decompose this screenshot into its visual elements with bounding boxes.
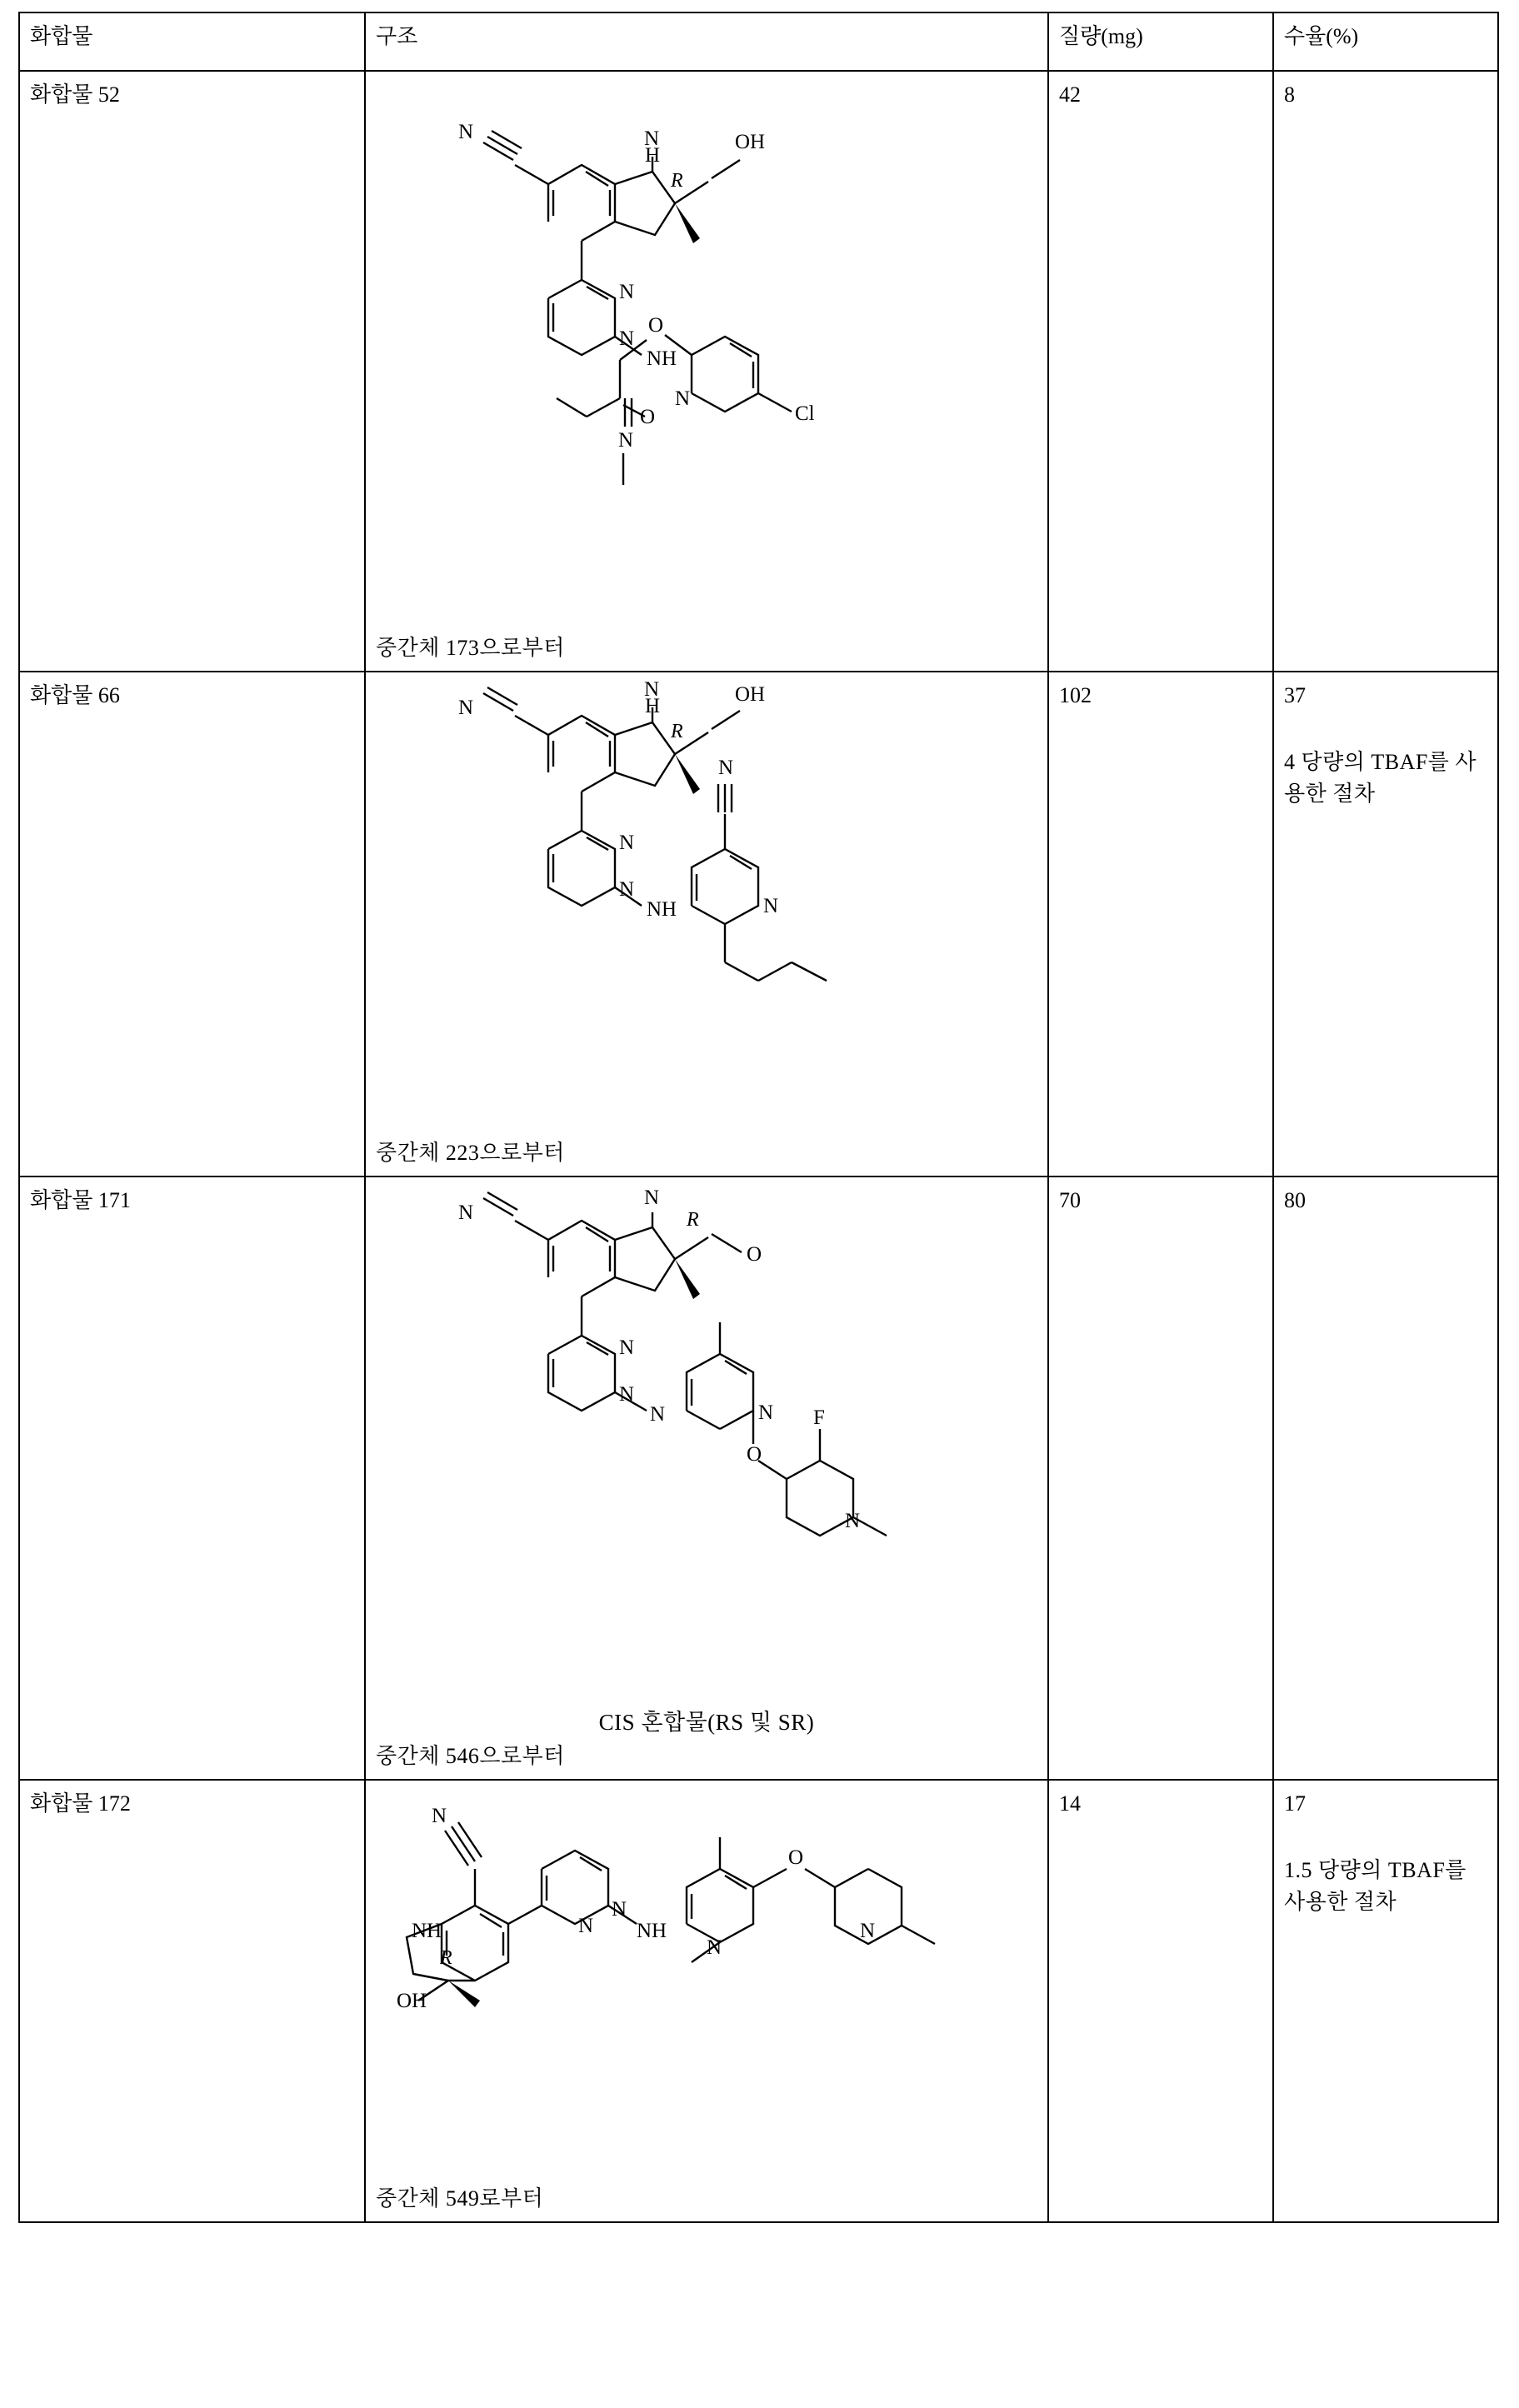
chemical-structure-compound-172 (382, 1789, 1032, 2181)
yield-note: 1.5 당량의 TBAF를 사용한 절차 (1284, 1857, 1467, 1914)
svg-text:NH: NH (647, 347, 677, 370)
svg-text:R: R (671, 170, 683, 192)
cell-mass: 42 (1048, 71, 1273, 672)
cell-structure (365, 71, 1048, 672)
structure-note: CIS 혼합물(RS 및 SR) (598, 1710, 815, 1736)
header-mass: 질량(mg) (1048, 12, 1273, 71)
svg-text:N: N (432, 1804, 447, 1827)
cell-structure (365, 672, 1048, 1177)
yield-value: 8 (1284, 82, 1295, 107)
table-row (19, 71, 1498, 672)
svg-text:Cl: Cl (795, 402, 815, 425)
table-header-row (19, 12, 1498, 71)
svg-text:N: N (578, 1914, 594, 1937)
svg-text:NH: NH (637, 1919, 667, 1942)
svg-text:N: N (650, 1403, 666, 1426)
table-row (19, 1780, 1498, 2222)
cell-compound-name: 화합물 171 (19, 1177, 365, 1780)
svg-text:N: N (458, 697, 474, 720)
svg-text:NH: NH (412, 1919, 442, 1942)
header-structure: 구조 (365, 12, 1048, 71)
yield-value: 17 (1284, 1791, 1306, 1816)
svg-text:N: N (644, 1187, 660, 1210)
svg-text:N: N (860, 1919, 876, 1942)
svg-text:NH: NH (647, 898, 677, 922)
svg-text:H: H (645, 144, 661, 167)
svg-text:N: N (619, 281, 635, 303)
svg-text:F: F (813, 1406, 825, 1430)
cell-compound-name: 화합물 52 (19, 71, 365, 672)
structure-caption: 중간체 549로부터 (376, 2186, 544, 2211)
header-yield: 수율(%) (1273, 12, 1498, 71)
svg-text:H: H (645, 695, 661, 718)
cell-structure (365, 1177, 1048, 1780)
table-row (19, 672, 1498, 1177)
svg-text:N: N (619, 327, 635, 350)
structure-caption: 중간체 546으로부터 (376, 1743, 565, 1768)
svg-text:N: N (718, 757, 734, 780)
svg-text:N: N (619, 878, 635, 902)
svg-text:N: N (707, 1936, 722, 1959)
svg-text:N: N (458, 121, 474, 143)
structure-caption: 중간체 223으로부터 (376, 1141, 565, 1166)
svg-text:R: R (687, 1209, 699, 1231)
cell-mass: 14 (1048, 1780, 1273, 2222)
svg-text:N: N (763, 895, 779, 918)
svg-text:N: N (618, 429, 634, 452)
compound-table (18, 12, 1499, 2223)
chemical-structure-compound-171 (382, 1186, 1032, 1702)
svg-text:O: O (747, 1243, 762, 1266)
cell-yield (1273, 1780, 1498, 2222)
svg-text:R: R (671, 721, 683, 743)
svg-text:N: N (619, 1383, 635, 1406)
cell-structure (365, 1780, 1048, 2222)
svg-text:N: N (612, 1897, 627, 1921)
svg-text:N: N (644, 127, 660, 150)
svg-text:O: O (788, 1846, 804, 1869)
cell-compound-name: 화합물 172 (19, 1780, 365, 2222)
cell-yield (1273, 672, 1498, 1177)
svg-text:N: N (675, 387, 691, 410)
svg-text:OH: OH (735, 683, 766, 707)
yield-note: 4 당량의 TBAF를 사용한 절차 (1284, 750, 1477, 806)
svg-text:N: N (845, 1510, 861, 1533)
svg-text:OH: OH (397, 1989, 427, 2012)
svg-text:N: N (758, 1401, 774, 1425)
svg-text:N: N (619, 1336, 635, 1360)
svg-text:R: R (440, 1946, 452, 1969)
svg-text:OH: OH (735, 131, 766, 153)
svg-text:N: N (458, 1202, 474, 1225)
header-compound: 화합물 (19, 12, 365, 71)
cell-mass: 70 (1048, 1177, 1273, 1780)
structure-caption: 중간체 173으로부터 (376, 636, 565, 660)
cell-yield (1273, 1177, 1498, 1780)
svg-text:O: O (640, 406, 656, 428)
chemical-structure-compound-66 (382, 681, 1032, 1135)
yield-value: 37 (1284, 683, 1306, 708)
svg-text:N: N (619, 832, 635, 855)
yield-value: 80 (1284, 1188, 1306, 1213)
svg-text:N: N (644, 681, 660, 702)
svg-text:O: O (648, 314, 664, 337)
cell-compound-name: 화합물 66 (19, 672, 365, 1177)
chemical-structure-compound-52 (382, 80, 1032, 630)
cell-mass: 102 (1048, 672, 1273, 1177)
table-row (19, 1177, 1498, 1780)
cell-yield (1273, 71, 1498, 672)
svg-text:O: O (747, 1443, 762, 1466)
